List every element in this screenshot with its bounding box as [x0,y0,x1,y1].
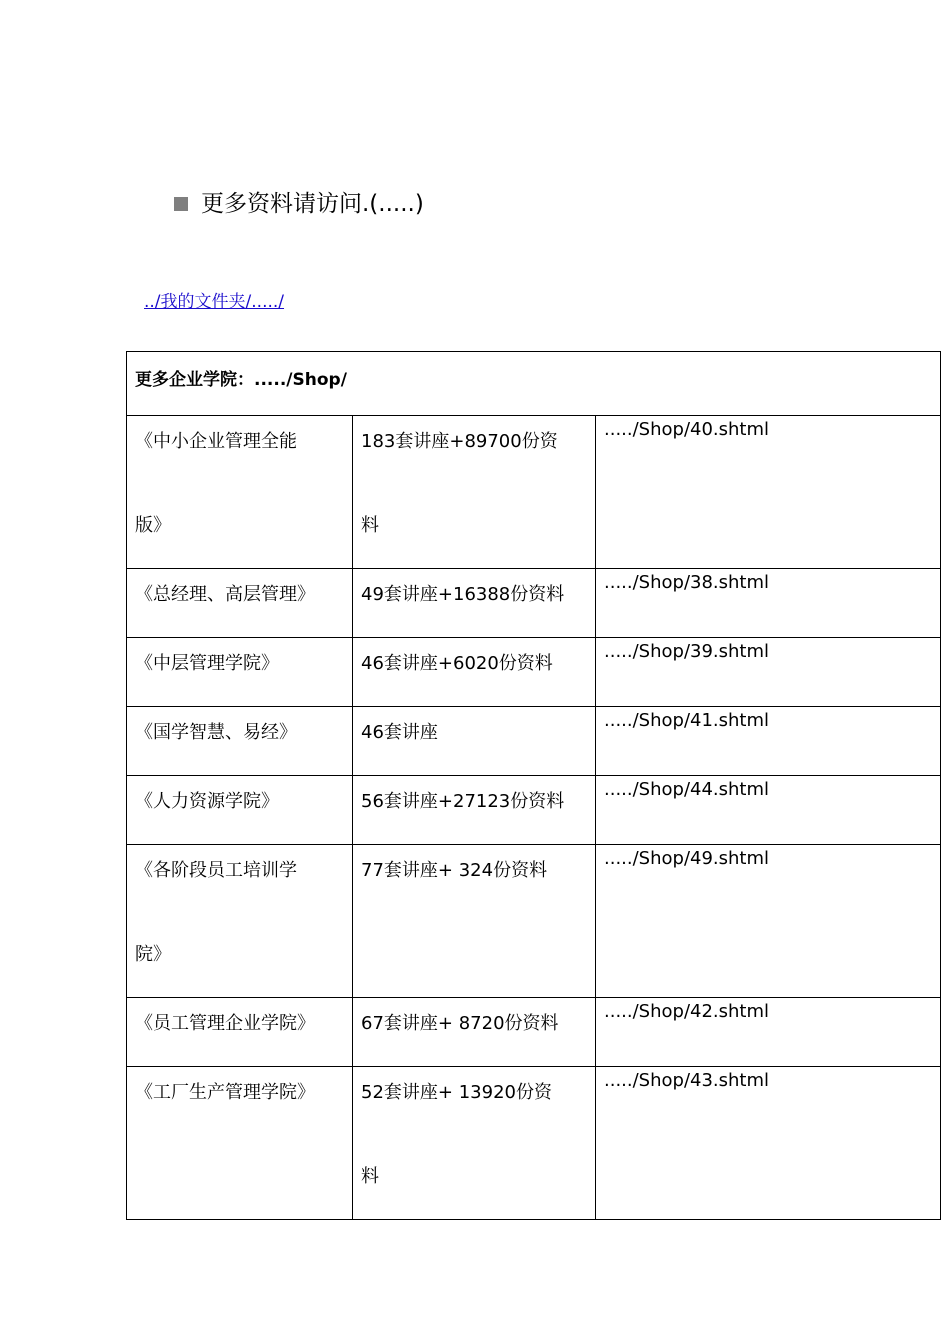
course-count: 52套讲座+ 13920份资 料 [353,1067,596,1220]
course-name: 《中小企业管理全能 版》 [127,416,353,569]
table-row [127,569,941,638]
course-name: 《员工管理企业学院》 [127,998,353,1067]
course-name: 《人力资源学院》 [127,776,353,845]
table-row [127,1067,941,1220]
course-name: 《总经理、高层管理》 [127,569,353,638]
table-row [127,845,941,998]
square-bullet-icon [174,197,188,211]
course-url[interactable]: ...../Shop/38.shtml [596,569,941,638]
course-name: 《工厂生产管理学院》 [127,1067,353,1220]
course-url[interactable]: ...../Shop/39.shtml [596,638,941,707]
course-url[interactable]: ...../Shop/43.shtml [596,1067,941,1220]
course-count: 67套讲座+ 8720份资料 [353,998,596,1067]
course-count: 56套讲座+27123份资料 [353,776,596,845]
course-name: 《中层管理学院》 [127,638,353,707]
course-name: 《各阶段员工培训学 院》 [127,845,353,998]
course-count: 46套讲座+6020份资料 [353,638,596,707]
table-header: 更多企业学院：...../Shop/ [127,352,941,416]
course-url[interactable]: ...../Shop/44.shtml [596,776,941,845]
table-header-row [127,352,941,416]
table-row [127,998,941,1067]
course-name: 《国学智慧、易经》 [127,707,353,776]
course-url[interactable]: ...../Shop/40.shtml [596,416,941,569]
notice-line [174,186,424,222]
folder-link[interactable]: ../我的文件夹/...../ [144,292,285,312]
table-row [127,416,941,569]
course-url[interactable]: ...../Shop/41.shtml [596,707,941,776]
notice-text: 更多资料请访问.(.....) [201,191,424,217]
course-count: 77套讲座+ 324份资料 [353,845,596,998]
shop-table [126,351,941,1220]
table-row [127,776,941,845]
course-url[interactable]: ...../Shop/49.shtml [596,845,941,998]
table-row [127,638,941,707]
course-url[interactable]: ...../Shop/42.shtml [596,998,941,1067]
course-count: 46套讲座 [353,707,596,776]
table-row [127,707,941,776]
course-count: 49套讲座+16388份资料 [353,569,596,638]
course-count: 183套讲座+89700份资 料 [353,416,596,569]
